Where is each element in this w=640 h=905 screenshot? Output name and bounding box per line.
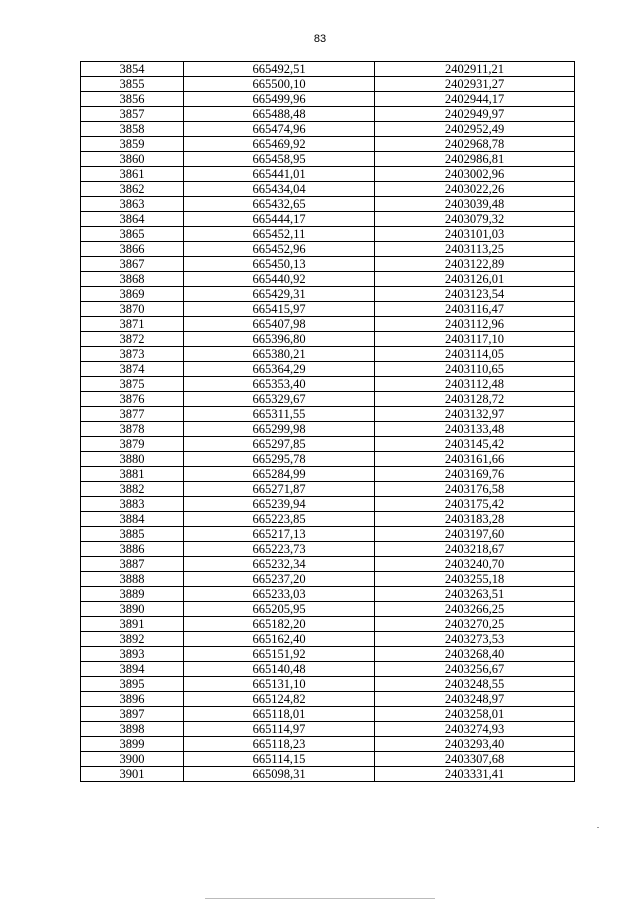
table-row bbox=[81, 332, 575, 347]
point-number-cell: 3857 bbox=[81, 107, 184, 122]
y-coordinate-cell: 2403039,48 bbox=[375, 197, 575, 212]
point-number-cell: 3892 bbox=[81, 632, 184, 647]
x-coordinate-cell: 665488,48 bbox=[184, 107, 375, 122]
table-row bbox=[81, 62, 575, 77]
point-number-cell: 3884 bbox=[81, 512, 184, 527]
table-row bbox=[81, 737, 575, 752]
x-coordinate-cell: 665297,85 bbox=[184, 437, 375, 452]
point-number-cell: 3901 bbox=[81, 767, 184, 782]
point-number-cell: 3899 bbox=[81, 737, 184, 752]
table-row bbox=[81, 437, 575, 452]
table-row bbox=[81, 272, 575, 287]
y-coordinate-cell: 2403114,05 bbox=[375, 347, 575, 362]
x-coordinate-cell: 665140,48 bbox=[184, 662, 375, 677]
point-number-cell: 3900 bbox=[81, 752, 184, 767]
table-row bbox=[81, 707, 575, 722]
point-number-cell: 3875 bbox=[81, 377, 184, 392]
point-number-cell: 3865 bbox=[81, 227, 184, 242]
table-row bbox=[81, 512, 575, 527]
point-number-cell: 3871 bbox=[81, 317, 184, 332]
y-coordinate-cell: 2403255,18 bbox=[375, 572, 575, 587]
table-row bbox=[81, 647, 575, 662]
table-row bbox=[81, 197, 575, 212]
x-coordinate-cell: 665329,67 bbox=[184, 392, 375, 407]
x-coordinate-cell: 665284,99 bbox=[184, 467, 375, 482]
point-number-cell: 3858 bbox=[81, 122, 184, 137]
point-number-cell: 3870 bbox=[81, 302, 184, 317]
x-coordinate-cell: 665440,92 bbox=[184, 272, 375, 287]
x-coordinate-cell: 665205,95 bbox=[184, 602, 375, 617]
table-row bbox=[81, 347, 575, 362]
table-row bbox=[81, 752, 575, 767]
y-coordinate-cell: 2403183,28 bbox=[375, 512, 575, 527]
x-coordinate-cell: 665444,17 bbox=[184, 212, 375, 227]
x-coordinate-cell: 665124,82 bbox=[184, 692, 375, 707]
table-row bbox=[81, 167, 575, 182]
x-coordinate-cell: 665434,04 bbox=[184, 182, 375, 197]
x-coordinate-cell: 665458,95 bbox=[184, 152, 375, 167]
point-number-cell: 3854 bbox=[81, 62, 184, 77]
table-row bbox=[81, 482, 575, 497]
x-coordinate-cell: 665432,65 bbox=[184, 197, 375, 212]
x-coordinate-cell: 665492,51 bbox=[184, 62, 375, 77]
x-coordinate-cell: 665237,20 bbox=[184, 572, 375, 587]
y-coordinate-cell: 2403002,96 bbox=[375, 167, 575, 182]
x-coordinate-cell: 665499,96 bbox=[184, 92, 375, 107]
y-coordinate-cell: 2403161,66 bbox=[375, 452, 575, 467]
y-coordinate-cell: 2403116,47 bbox=[375, 302, 575, 317]
table-row bbox=[81, 362, 575, 377]
table-row bbox=[81, 632, 575, 647]
table-row bbox=[81, 212, 575, 227]
table-row bbox=[81, 407, 575, 422]
point-number-cell: 3855 bbox=[81, 77, 184, 92]
table-row bbox=[81, 77, 575, 92]
table-row bbox=[81, 677, 575, 692]
y-coordinate-cell: 2403101,03 bbox=[375, 227, 575, 242]
table-row bbox=[81, 467, 575, 482]
y-coordinate-cell: 2403293,40 bbox=[375, 737, 575, 752]
table-row bbox=[81, 122, 575, 137]
x-coordinate-cell: 665239,94 bbox=[184, 497, 375, 512]
y-coordinate-cell: 2403248,97 bbox=[375, 692, 575, 707]
table-row bbox=[81, 107, 575, 122]
table-row bbox=[81, 452, 575, 467]
y-coordinate-cell: 2403113,25 bbox=[375, 242, 575, 257]
table-row bbox=[81, 317, 575, 332]
point-number-cell: 3873 bbox=[81, 347, 184, 362]
bottom-edge-line bbox=[205, 898, 435, 899]
x-coordinate-cell: 665452,96 bbox=[184, 242, 375, 257]
point-number-cell: 3874 bbox=[81, 362, 184, 377]
y-coordinate-cell: 2403197,60 bbox=[375, 527, 575, 542]
y-coordinate-cell: 2403022,26 bbox=[375, 182, 575, 197]
x-coordinate-cell: 665182,20 bbox=[184, 617, 375, 632]
x-coordinate-cell: 665299,98 bbox=[184, 422, 375, 437]
point-number-cell: 3867 bbox=[81, 257, 184, 272]
point-number-cell: 3882 bbox=[81, 482, 184, 497]
table-row bbox=[81, 617, 575, 632]
y-coordinate-cell: 2403112,48 bbox=[375, 377, 575, 392]
x-coordinate-cell: 665217,13 bbox=[184, 527, 375, 542]
y-coordinate-cell: 2403270,25 bbox=[375, 617, 575, 632]
point-number-cell: 3881 bbox=[81, 467, 184, 482]
point-number-cell: 3866 bbox=[81, 242, 184, 257]
y-coordinate-cell: 2403263,51 bbox=[375, 587, 575, 602]
x-coordinate-cell: 665364,29 bbox=[184, 362, 375, 377]
scan-speck bbox=[597, 827, 599, 828]
y-coordinate-cell: 2403126,01 bbox=[375, 272, 575, 287]
y-coordinate-cell: 2403176,58 bbox=[375, 482, 575, 497]
point-number-cell: 3859 bbox=[81, 137, 184, 152]
table-row bbox=[81, 497, 575, 512]
y-coordinate-cell: 2403110,65 bbox=[375, 362, 575, 377]
point-number-cell: 3856 bbox=[81, 92, 184, 107]
x-coordinate-cell: 665232,34 bbox=[184, 557, 375, 572]
table-row bbox=[81, 152, 575, 167]
table-row bbox=[81, 257, 575, 272]
y-coordinate-cell: 2402949,97 bbox=[375, 107, 575, 122]
point-number-cell: 3869 bbox=[81, 287, 184, 302]
coordinates-table bbox=[80, 61, 575, 782]
point-number-cell: 3895 bbox=[81, 677, 184, 692]
point-number-cell: 3876 bbox=[81, 392, 184, 407]
x-coordinate-cell: 665223,73 bbox=[184, 542, 375, 557]
y-coordinate-cell: 2402931,27 bbox=[375, 77, 575, 92]
x-coordinate-cell: 665131,10 bbox=[184, 677, 375, 692]
y-coordinate-cell: 2402952,49 bbox=[375, 122, 575, 137]
y-coordinate-cell: 2403169,76 bbox=[375, 467, 575, 482]
point-number-cell: 3877 bbox=[81, 407, 184, 422]
point-number-cell: 3885 bbox=[81, 527, 184, 542]
table-row bbox=[81, 542, 575, 557]
x-coordinate-cell: 665233,03 bbox=[184, 587, 375, 602]
y-coordinate-cell: 2403175,42 bbox=[375, 497, 575, 512]
table-row bbox=[81, 422, 575, 437]
x-coordinate-cell: 665162,40 bbox=[184, 632, 375, 647]
table-row bbox=[81, 242, 575, 257]
y-coordinate-cell: 2403258,01 bbox=[375, 707, 575, 722]
point-number-cell: 3868 bbox=[81, 272, 184, 287]
point-number-cell: 3863 bbox=[81, 197, 184, 212]
x-coordinate-cell: 665452,11 bbox=[184, 227, 375, 242]
point-number-cell: 3887 bbox=[81, 557, 184, 572]
coordinates-table-body bbox=[81, 62, 575, 782]
table-row bbox=[81, 182, 575, 197]
point-number-cell: 3893 bbox=[81, 647, 184, 662]
table-row bbox=[81, 137, 575, 152]
x-coordinate-cell: 665450,13 bbox=[184, 257, 375, 272]
x-coordinate-cell: 665469,92 bbox=[184, 137, 375, 152]
y-coordinate-cell: 2403274,93 bbox=[375, 722, 575, 737]
table-row bbox=[81, 572, 575, 587]
y-coordinate-cell: 2403117,10 bbox=[375, 332, 575, 347]
y-coordinate-cell: 2403079,32 bbox=[375, 212, 575, 227]
x-coordinate-cell: 665118,23 bbox=[184, 737, 375, 752]
x-coordinate-cell: 665114,15 bbox=[184, 752, 375, 767]
point-number-cell: 3878 bbox=[81, 422, 184, 437]
point-number-cell: 3888 bbox=[81, 572, 184, 587]
x-coordinate-cell: 665474,96 bbox=[184, 122, 375, 137]
y-coordinate-cell: 2403132,97 bbox=[375, 407, 575, 422]
x-coordinate-cell: 665500,10 bbox=[184, 77, 375, 92]
table-row bbox=[81, 557, 575, 572]
table-row bbox=[81, 722, 575, 737]
point-number-cell: 3861 bbox=[81, 167, 184, 182]
y-coordinate-cell: 2402944,17 bbox=[375, 92, 575, 107]
y-coordinate-cell: 2403145,42 bbox=[375, 437, 575, 452]
y-coordinate-cell: 2403128,72 bbox=[375, 392, 575, 407]
table-row bbox=[81, 92, 575, 107]
table-row bbox=[81, 602, 575, 617]
x-coordinate-cell: 665098,31 bbox=[184, 767, 375, 782]
y-coordinate-cell: 2403240,70 bbox=[375, 557, 575, 572]
x-coordinate-cell: 665151,92 bbox=[184, 647, 375, 662]
point-number-cell: 3894 bbox=[81, 662, 184, 677]
x-coordinate-cell: 665353,40 bbox=[184, 377, 375, 392]
point-number-cell: 3879 bbox=[81, 437, 184, 452]
point-number-cell: 3896 bbox=[81, 692, 184, 707]
x-coordinate-cell: 665271,87 bbox=[184, 482, 375, 497]
x-coordinate-cell: 665311,55 bbox=[184, 407, 375, 422]
table-row bbox=[81, 227, 575, 242]
y-coordinate-cell: 2403122,89 bbox=[375, 257, 575, 272]
point-number-cell: 3880 bbox=[81, 452, 184, 467]
y-coordinate-cell: 2402986,81 bbox=[375, 152, 575, 167]
x-coordinate-cell: 665415,97 bbox=[184, 302, 375, 317]
table-row bbox=[81, 662, 575, 677]
x-coordinate-cell: 665295,78 bbox=[184, 452, 375, 467]
point-number-cell: 3886 bbox=[81, 542, 184, 557]
x-coordinate-cell: 665429,31 bbox=[184, 287, 375, 302]
table-row bbox=[81, 767, 575, 782]
y-coordinate-cell: 2403268,40 bbox=[375, 647, 575, 662]
point-number-cell: 3860 bbox=[81, 152, 184, 167]
x-coordinate-cell: 665118,01 bbox=[184, 707, 375, 722]
x-coordinate-cell: 665114,97 bbox=[184, 722, 375, 737]
x-coordinate-cell: 665407,98 bbox=[184, 317, 375, 332]
y-coordinate-cell: 2403331,41 bbox=[375, 767, 575, 782]
point-number-cell: 3890 bbox=[81, 602, 184, 617]
point-number-cell: 3872 bbox=[81, 332, 184, 347]
point-number-cell: 3883 bbox=[81, 497, 184, 512]
x-coordinate-cell: 665441,01 bbox=[184, 167, 375, 182]
point-number-cell: 3898 bbox=[81, 722, 184, 737]
y-coordinate-cell: 2403266,25 bbox=[375, 602, 575, 617]
y-coordinate-cell: 2403256,67 bbox=[375, 662, 575, 677]
table-row bbox=[81, 392, 575, 407]
table-row bbox=[81, 587, 575, 602]
y-coordinate-cell: 2403273,53 bbox=[375, 632, 575, 647]
y-coordinate-cell: 2403123,54 bbox=[375, 287, 575, 302]
x-coordinate-cell: 665380,21 bbox=[184, 347, 375, 362]
y-coordinate-cell: 2403218,67 bbox=[375, 542, 575, 557]
y-coordinate-cell: 2402968,78 bbox=[375, 137, 575, 152]
table-row bbox=[81, 302, 575, 317]
x-coordinate-cell: 665223,85 bbox=[184, 512, 375, 527]
x-coordinate-cell: 665396,80 bbox=[184, 332, 375, 347]
table-row bbox=[81, 287, 575, 302]
y-coordinate-cell: 2403248,55 bbox=[375, 677, 575, 692]
y-coordinate-cell: 2403133,48 bbox=[375, 422, 575, 437]
point-number-cell: 3897 bbox=[81, 707, 184, 722]
y-coordinate-cell: 2403112,96 bbox=[375, 317, 575, 332]
table-row bbox=[81, 527, 575, 542]
point-number-cell: 3864 bbox=[81, 212, 184, 227]
point-number-cell: 3891 bbox=[81, 617, 184, 632]
table-row bbox=[81, 377, 575, 392]
point-number-cell: 3862 bbox=[81, 182, 184, 197]
point-number-cell: 3889 bbox=[81, 587, 184, 602]
table-row bbox=[81, 692, 575, 707]
y-coordinate-cell: 2402911,21 bbox=[375, 62, 575, 77]
page-number: 83 bbox=[313, 33, 327, 45]
y-coordinate-cell: 2403307,68 bbox=[375, 752, 575, 767]
